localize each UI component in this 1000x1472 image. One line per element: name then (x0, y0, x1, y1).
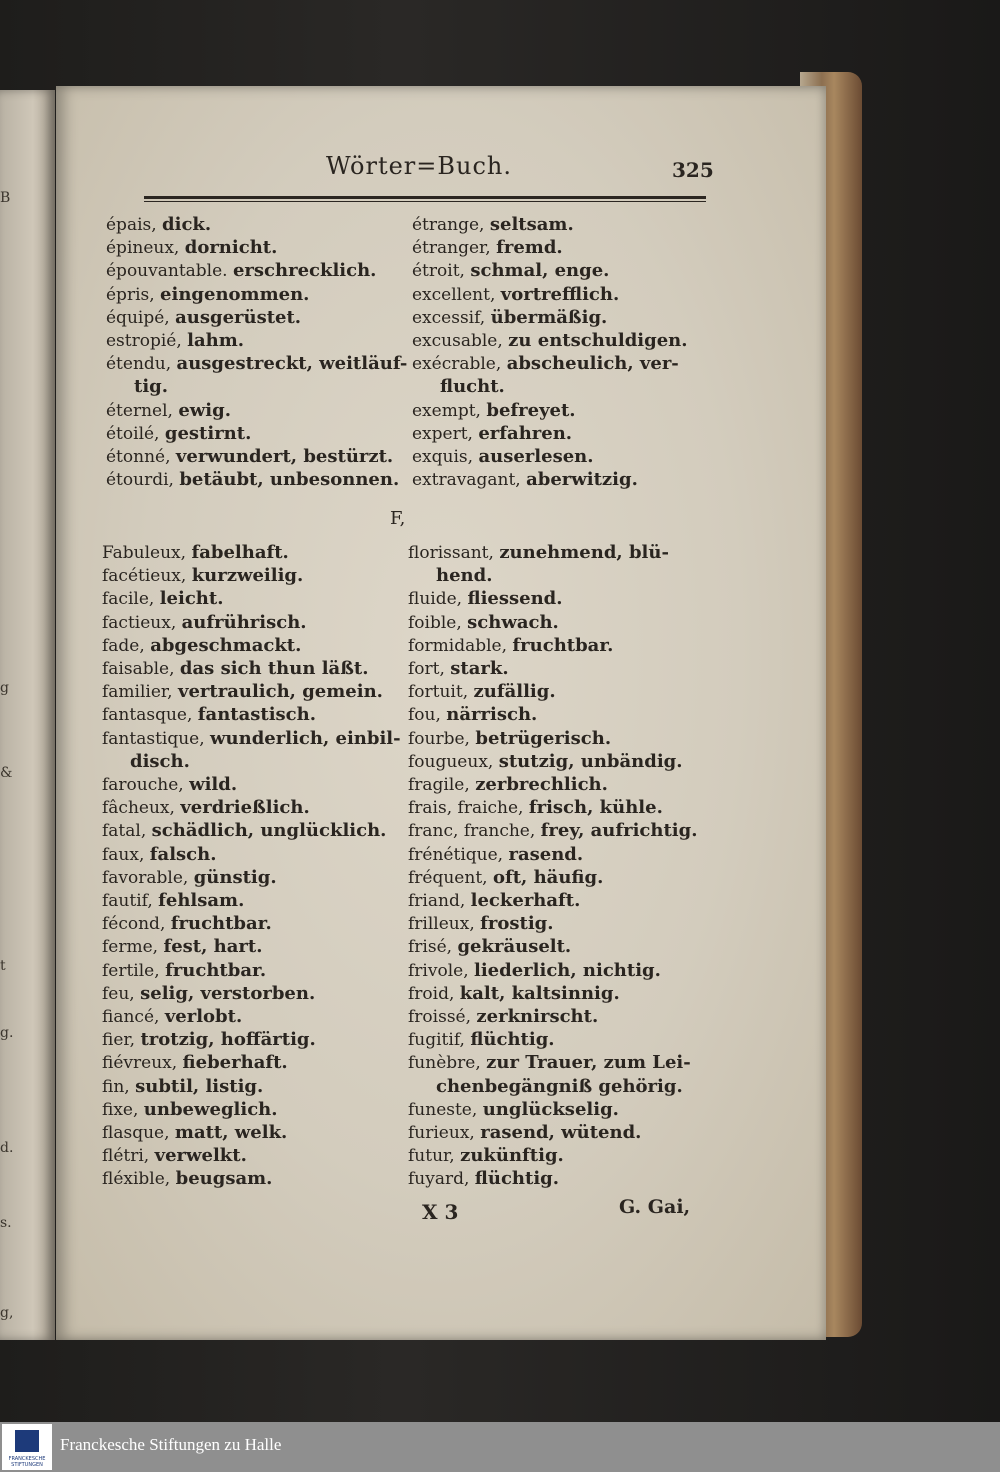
german-translation: zerknirscht. (476, 1006, 599, 1027)
german-translation: kurzweilig. (191, 565, 304, 587)
dictionary-entry (408, 1122, 641, 1144)
german-translation: lahm. (187, 330, 245, 351)
german-translation: zukünftig. (460, 1145, 564, 1167)
book-page (56, 86, 826, 1340)
german-translation: verwundert, bestürzt. (175, 446, 394, 467)
dictionary-entry (408, 867, 603, 889)
german-translation: chenbegängniß gehörig. (436, 1075, 683, 1097)
dictionary-entry (408, 542, 669, 564)
dictionary-entry (102, 1122, 287, 1144)
dictionary-entry (106, 423, 251, 445)
french-term: funèbre, (408, 1053, 487, 1074)
left-page-mark: B (0, 190, 11, 206)
french-term: exécrable, (412, 354, 507, 375)
french-term: fourbe, (408, 728, 476, 749)
german-translation: übermäßig. (490, 306, 608, 328)
german-translation: liederlich, nichtig. (474, 959, 661, 981)
german-translation: fruchtbar. (512, 634, 614, 656)
dictionary-entry (102, 681, 383, 703)
left-page-edge (0, 90, 55, 1340)
dictionary-entry (408, 704, 537, 726)
dictionary-entry (408, 635, 613, 657)
german-translation: leckerhaft. (470, 890, 581, 911)
german-translation: närrisch. (446, 704, 538, 726)
dictionary-entry (412, 353, 679, 375)
french-term: étoilé, (106, 423, 165, 444)
section-letter: F, (390, 508, 406, 529)
dictionary-entry (412, 260, 609, 282)
dictionary-entry (408, 588, 563, 610)
french-term: fixe, (102, 1099, 144, 1120)
german-translation: schmal, enge. (470, 260, 610, 282)
dictionary-entry (102, 588, 223, 610)
dictionary-entry (102, 936, 262, 958)
dictionary-entry (412, 423, 572, 445)
german-translation: verlobt. (164, 1006, 243, 1027)
german-translation: erfahren. (478, 422, 573, 444)
german-translation: flucht. (440, 376, 505, 398)
dictionary-entry (106, 237, 277, 259)
french-term: fertile, (102, 960, 166, 981)
german-translation: trotzig, hoffärtig. (140, 1029, 316, 1051)
french-term: épouvantable. (106, 261, 233, 282)
german-translation: abscheulich, ver- (506, 353, 679, 375)
french-term: feu, (102, 983, 141, 1004)
dictionary-entry (436, 565, 492, 587)
french-term: furieux, (408, 1123, 481, 1143)
dictionary-entry (106, 469, 399, 491)
german-translation: frisch, kühle. (528, 797, 663, 819)
dictionary-entry (408, 612, 559, 634)
german-translation: fabelhaft. (191, 542, 289, 563)
dictionary-entry (436, 1076, 683, 1098)
french-term: épris, (106, 284, 161, 305)
french-term: florissant, (408, 543, 500, 563)
german-translation: beugsam. (175, 1168, 273, 1190)
german-translation: selig, verstorben. (140, 982, 316, 1004)
dictionary-entry (102, 844, 216, 866)
german-translation: zerbrechlich. (475, 774, 608, 795)
french-term: étrange, (412, 215, 490, 235)
dictionary-entry (408, 681, 556, 703)
german-translation: gestirnt. (164, 422, 252, 444)
french-term: fuyard, (408, 1169, 475, 1190)
french-term: fiancé, (102, 1007, 165, 1027)
french-term: fluide, (408, 589, 468, 610)
dictionary-entry (106, 330, 244, 352)
french-term: foible, (408, 612, 468, 633)
institution-name[interactable]: Franckesche Stiftungen zu Halle (60, 1435, 282, 1454)
german-translation: wild. (189, 774, 238, 795)
french-term: étourdi, (106, 470, 180, 491)
dictionary-entry (102, 542, 289, 564)
dictionary-entry (102, 913, 272, 935)
dictionary-entry (106, 214, 211, 236)
french-term: fâcheux, (102, 798, 181, 819)
german-translation: fest, hart. (163, 936, 263, 958)
dictionary-entry (106, 353, 407, 375)
dictionary-entry (102, 774, 237, 796)
dictionary-entry (102, 820, 386, 842)
german-translation: zu entschuldigen. (508, 330, 688, 351)
german-translation: flüchtig. (474, 1168, 560, 1190)
dictionary-entry (408, 1006, 598, 1028)
french-term: fort, (408, 659, 451, 679)
institution-logo[interactable] (2, 1424, 52, 1470)
german-translation: ausgestreckt, weitläuf- (176, 353, 408, 375)
french-term: fécond, (102, 914, 171, 935)
header-rule (144, 196, 706, 199)
building-icon (15, 1430, 39, 1452)
french-term: fléxible, (102, 1169, 176, 1190)
german-translation: betäubt, unbesonnen. (179, 469, 400, 491)
french-term: étendu, (106, 354, 177, 375)
dictionary-entry (408, 1029, 555, 1051)
german-translation: tig. (134, 376, 169, 398)
french-term: favorable, (102, 867, 194, 888)
german-translation: erschrecklich. (232, 260, 377, 282)
left-page-mark: g, (0, 1305, 14, 1321)
french-term: expert, (412, 423, 479, 444)
dictionary-entry (102, 658, 368, 680)
french-term: frénétique, (408, 844, 509, 865)
dictionary-entry (102, 1076, 263, 1098)
dictionary-entry (412, 307, 607, 329)
french-term: épineux, (106, 238, 185, 259)
dictionary-entry (408, 1145, 564, 1167)
dictionary-entry (408, 774, 608, 796)
french-term: faisable, (102, 659, 180, 679)
dictionary-entry (412, 284, 619, 306)
french-term: fantastique, (102, 728, 211, 749)
french-term: fortuit, (408, 682, 474, 703)
french-term: excusable, (412, 331, 509, 351)
dictionary-entry (102, 728, 401, 750)
dictionary-entry (408, 1099, 619, 1121)
dictionary-entry (102, 867, 277, 889)
dictionary-entry (412, 330, 688, 352)
german-translation: fliessend. (467, 588, 563, 610)
german-translation: aberwitzig. (526, 469, 638, 491)
french-term: frais, fraiche, (408, 798, 529, 819)
french-term: exempt, (412, 400, 487, 421)
dictionary-entry (102, 1029, 316, 1051)
dictionary-entry (408, 820, 698, 842)
french-term: fautif, (102, 891, 159, 911)
dictionary-entry (102, 1168, 272, 1190)
dictionary-entry (408, 1052, 691, 1074)
german-translation: befreyet. (486, 399, 576, 421)
dictionary-entry (102, 635, 301, 657)
german-translation: fehlsam. (158, 890, 245, 911)
dictionary-entry (412, 446, 594, 468)
dictionary-entry (408, 1168, 559, 1190)
header-rule-thin (144, 201, 706, 202)
german-translation: dornicht. (184, 237, 278, 259)
french-term: fréquent, (408, 867, 493, 888)
german-translation: unglückselig. (482, 1098, 619, 1120)
german-translation: vertraulich, gemein. (178, 681, 383, 703)
french-term: exquis, (412, 447, 479, 467)
german-translation: subtil, listig. (135, 1075, 264, 1097)
french-term: formidable, (408, 635, 513, 656)
dictionary-entry (102, 1099, 278, 1121)
french-term: ferme, (102, 937, 164, 958)
german-translation: fruchtbar. (170, 913, 272, 935)
running-header (56, 144, 826, 184)
french-term: excessif, (412, 307, 491, 328)
dictionary-entry (412, 400, 576, 422)
header-title: Wörter=Buch. (326, 152, 513, 180)
dictionary-entry (106, 307, 301, 329)
german-translation: zufällig. (473, 681, 556, 703)
dictionary-entry (412, 214, 574, 236)
left-page-mark: & (0, 765, 13, 781)
dictionary-entry (102, 1006, 242, 1028)
french-term: fougueux, (408, 751, 499, 772)
signature-mark: X 3 (422, 1200, 459, 1224)
german-translation: betrügerisch. (475, 727, 612, 749)
french-term: extravagant, (412, 470, 527, 491)
german-translation: rasend. (508, 843, 584, 865)
german-translation: frey, aufrichtig. (540, 820, 698, 842)
french-term: frivole, (408, 960, 474, 981)
dictionary-entry (106, 446, 393, 468)
german-translation: auserlesen. (478, 446, 594, 467)
left-page-mark: t (0, 958, 6, 974)
german-translation: fremd. (496, 237, 563, 259)
french-term: étranger, (412, 238, 497, 259)
german-translation: rasend, wütend. (480, 1122, 642, 1143)
french-term: flasque, (102, 1123, 175, 1143)
french-term: futur, (408, 1146, 461, 1167)
german-translation: matt, welk. (174, 1122, 288, 1143)
french-term: froissé, (408, 1007, 477, 1027)
dictionary-entry (102, 983, 315, 1005)
german-translation: dick. (162, 214, 212, 235)
french-term: froid, (408, 983, 460, 1004)
german-translation: stutzig, unbändig. (498, 750, 683, 772)
french-term: fou, (408, 705, 447, 726)
french-term: frilleux, (408, 914, 481, 935)
french-term: farouche, (102, 775, 190, 795)
dictionary-entry (408, 751, 683, 773)
dictionary-entry (408, 844, 583, 866)
dictionary-entry (102, 565, 303, 587)
french-term: Fabuleux, (102, 543, 192, 563)
german-translation: wunderlich, einbil- (210, 727, 401, 749)
dictionary-entry (106, 284, 309, 306)
german-translation: verwelkt. (154, 1145, 247, 1167)
dictionary-entry (134, 376, 168, 398)
dictionary-entry (106, 400, 231, 422)
dictionary-entry (102, 890, 244, 912)
german-translation: ewig. (178, 399, 231, 421)
german-translation: aufrührisch. (181, 611, 307, 633)
french-term: flétri, (102, 1146, 155, 1167)
french-term: familier, (102, 682, 178, 703)
french-term: fier, (102, 1030, 141, 1051)
french-term: fragile, (408, 775, 476, 795)
dictionary-entry (412, 469, 638, 491)
french-term: fugitif, (408, 1030, 471, 1051)
french-term: faux, (102, 844, 150, 865)
dictionary-entry (440, 376, 505, 398)
dictionary-entry (102, 1145, 247, 1167)
german-translation: ausgerüstet. (175, 306, 302, 328)
german-translation: günstig. (193, 866, 277, 888)
logo-text: FRANCKESCHE STIFTUNGEN (8, 1456, 46, 1468)
left-page-mark: g (0, 680, 9, 696)
dictionary-entry (102, 1052, 288, 1074)
french-term: friand, (408, 891, 471, 911)
french-term: équipé, (106, 307, 176, 328)
french-term: éternel, (106, 400, 179, 421)
left-page-mark: s. (0, 1215, 12, 1231)
french-term: franc, franche, (408, 821, 541, 842)
french-term: excellent, (412, 284, 501, 305)
dictionary-entry (102, 960, 266, 982)
german-translation: eingenommen. (160, 283, 310, 305)
dictionary-entry (130, 751, 190, 773)
dictionary-entry (408, 960, 661, 982)
german-translation: unbeweglich. (143, 1098, 278, 1120)
french-term: factieux, (102, 612, 182, 633)
left-page-mark: d. (0, 1140, 14, 1156)
french-term: fin, (102, 1076, 136, 1097)
dictionary-entry (102, 612, 307, 634)
dictionary-entry (106, 260, 376, 282)
dictionary-entry (408, 890, 580, 912)
german-translation: gekräuselt. (457, 936, 572, 958)
dictionary-entry (408, 936, 571, 958)
german-translation: stark. (450, 658, 509, 679)
french-term: fiévreux, (102, 1053, 183, 1074)
german-translation: falsch. (149, 843, 217, 865)
french-term: épais, (106, 215, 163, 235)
german-translation: fieberhaft. (182, 1052, 288, 1074)
dictionary-entry (408, 983, 620, 1005)
german-translation: schwach. (467, 611, 559, 633)
dictionary-entry (412, 237, 563, 259)
dictionary-entry (102, 704, 316, 726)
french-term: étonné, (106, 447, 176, 467)
german-translation: kalt, kaltsinnig. (459, 982, 620, 1004)
german-translation: seltsam. (489, 214, 574, 235)
dictionary-entry (408, 913, 554, 935)
french-term: fatal, (102, 821, 152, 842)
german-translation: fruchtbar. (165, 959, 267, 981)
german-translation: frostig. (480, 913, 554, 935)
left-page-mark: g. (0, 1025, 14, 1041)
german-translation: vortrefflich. (500, 283, 620, 305)
german-translation: zunehmend, blü- (499, 542, 669, 563)
german-translation: verdrießlich. (180, 797, 310, 819)
german-translation: oft, häufig. (492, 866, 604, 888)
french-term: estropié, (106, 331, 188, 351)
dictionary-entry (102, 797, 310, 819)
french-term: fade, (102, 635, 151, 656)
french-term: étroit, (412, 261, 471, 282)
german-translation: abgeschmackt. (150, 634, 302, 656)
catchword: G. Gai, (619, 1196, 691, 1218)
footer-bar (0, 1422, 1000, 1472)
german-translation: fantastisch. (197, 704, 316, 726)
page-number: 325 (672, 158, 714, 182)
dictionary-entry (408, 797, 663, 819)
french-term: frisé, (408, 937, 458, 958)
french-term: funeste, (408, 1099, 483, 1120)
french-term: facile, (102, 589, 160, 610)
french-term: facétieux, (102, 566, 192, 587)
dictionary-entry (408, 728, 611, 750)
german-translation: hend. (436, 565, 493, 587)
german-translation: leicht. (159, 588, 224, 610)
german-translation: zur Trauer, zum Lei- (486, 1052, 691, 1074)
dictionary-entry (408, 658, 509, 680)
german-translation: flüchtig. (470, 1029, 555, 1051)
french-term: fantasque, (102, 705, 198, 726)
german-translation: das sich thun läßt. (179, 658, 369, 679)
german-translation: disch. (130, 750, 190, 772)
german-translation: schädlich, unglücklich. (151, 820, 387, 842)
